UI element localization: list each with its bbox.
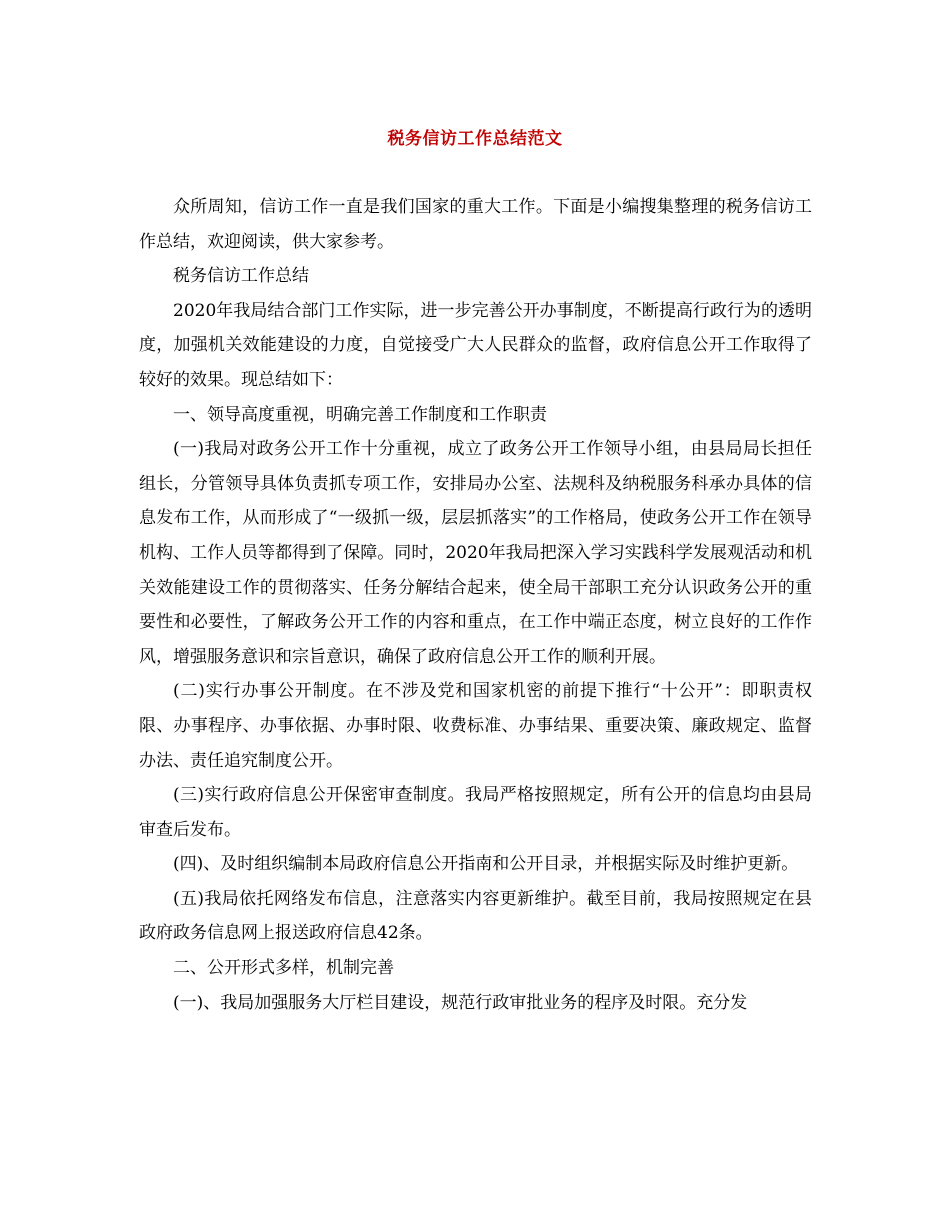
section-heading-2: 二、公开形式多样，机制完善 <box>173 958 394 979</box>
item-1-1-paragraph: (一)我局对政务公开工作十分重视，成立了政务公开工作领导小组，由县局局长担任组长，分管领导具体负责抓专项工作，安排局办公室、法规科及纳税服务科承办具体的信息发布工作，从而形成了“一级抓一级，层层抓落实”的工作格局，使政务公开工作在领导机构、工作人员等都得到了保障。同时，2020年我局把深入学习实践科学发展观活动和机关效能建设工作的贯彻落实、任务分解结合起来，使全局干部职工充分认识政务公开的重要性和必要性，了解政务公开工作的内容和重点，在工作中端正态度，树立良好的工作作风，增强服务意识和宗旨意识，确保了政府信息公开工作的顺利开展。 <box>139 439 812 667</box>
intro-paragraph: 众所周知，信访工作一直是我们国家的重大工作。下面是小编搜集整理的税务信访工作总结，欢迎阅读，供大家参考。 <box>139 197 812 252</box>
overview-paragraph: 2020年我局结合部门工作实际，进一步完善公开办事制度，不断提高行政行为的透明度，加强机关效能建设的力度，自觉接受广大人民群众的监督，政府信息公开工作取得了较好的效果。现总结如下： <box>139 300 812 390</box>
document-body <box>139 190 812 1020</box>
document-title: 税务信访工作总结范文 <box>387 129 563 149</box>
item-1-4-paragraph: (四)、及时组织编制本局政府信息公开指南和公开目录，并根据实际及时维护更新。 <box>173 854 799 875</box>
item-2-1-paragraph: (一)、我局加强服务大厅栏目建设，规范行政审批业务的程序及时限。充分发 <box>173 992 748 1013</box>
item-1-5-paragraph: (五)我局依托网络发布信息，注意落实内容更新维护。截至目前，我局按照规定在县政府政务信息网上报送政府信息42条。 <box>139 888 812 944</box>
section-heading-1: 一、领导高度重视，明确完善工作制度和工作职责 <box>173 404 547 425</box>
item-1-2-paragraph: (二)实行办事公开制度。在不涉及党和国家机密的前提下推行“十公开”：即职责权限、办事程序、办事依据、办事时限、收费标准、办事结果、重要决策、廉政规定、监督办法、责任追究制度公开。 <box>139 681 812 771</box>
item-1-3-paragraph: (三)实行政府信息公开保密审查制度。我局严格按照规定，所有公开的信息均由县局审查后发布。 <box>139 785 812 840</box>
section-heading-summary: 税务信访工作总结 <box>173 266 309 287</box>
